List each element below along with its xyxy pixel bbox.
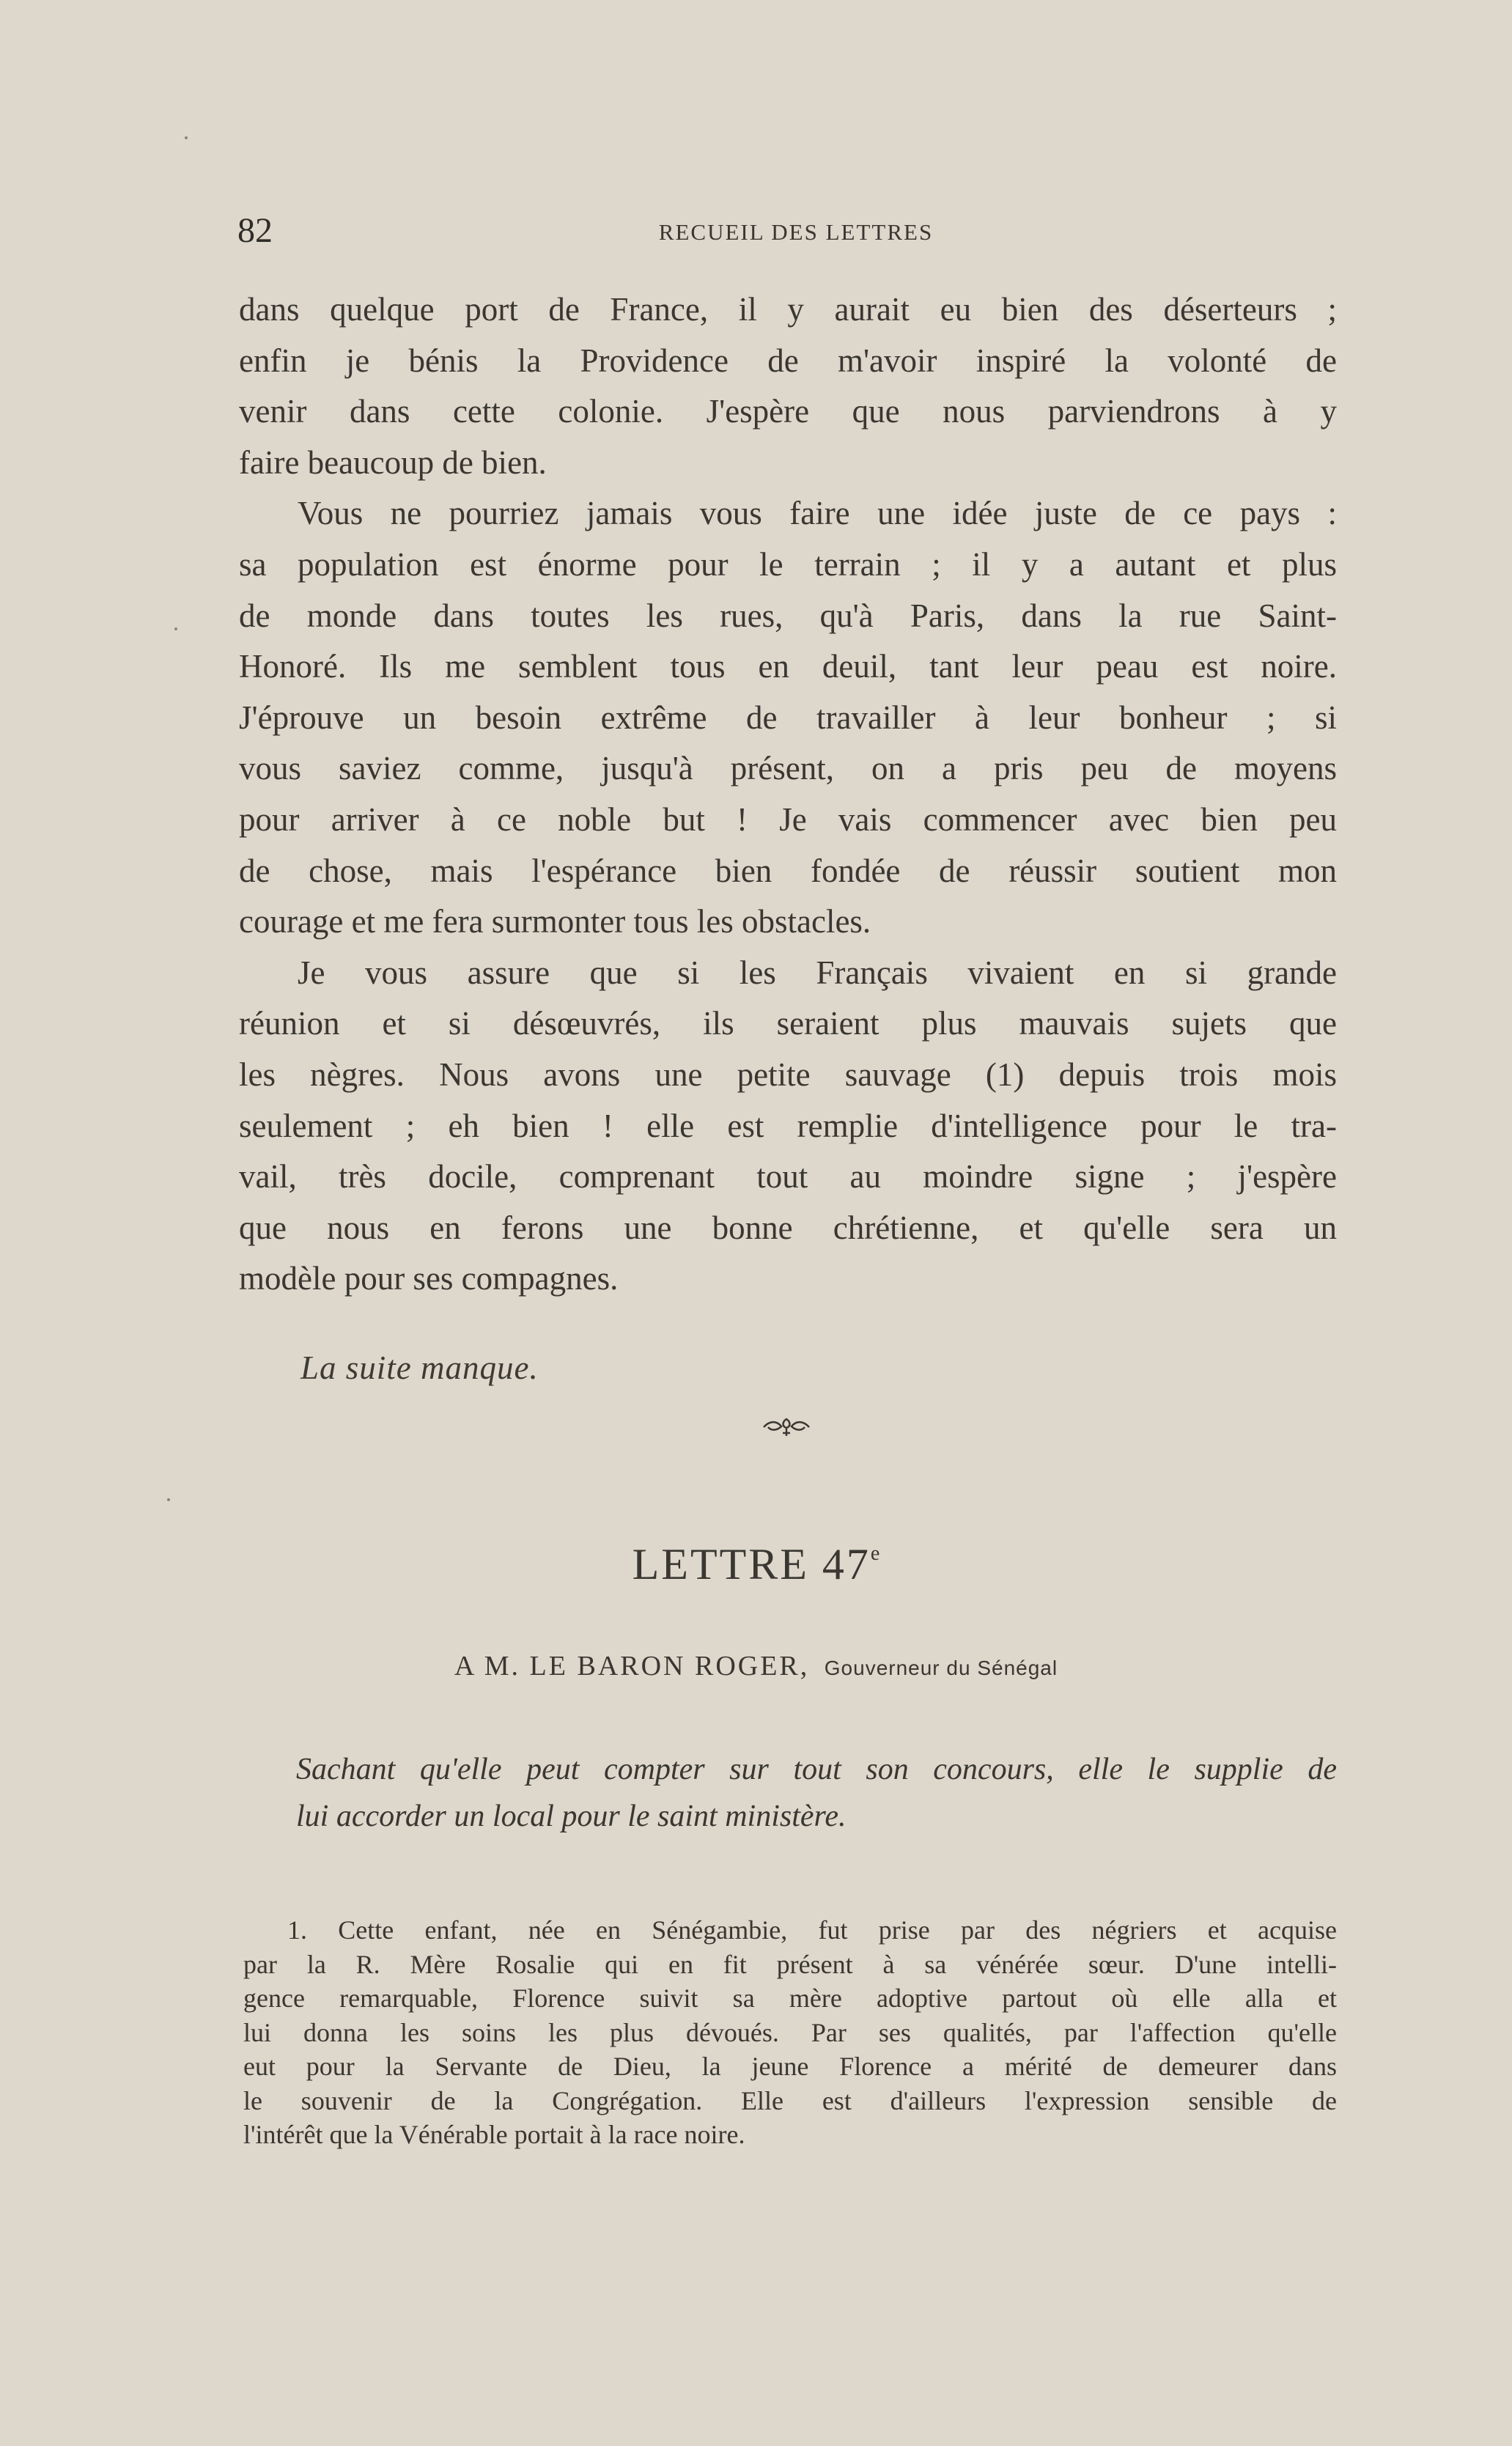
text-line: de chose, mais l'espérance bien fondée de réussir soutient mon xyxy=(239,852,1337,889)
footnote-line: eut pour la Servante de Dieu, la jeune Florence a mérité de demeurer dans xyxy=(243,2052,1337,2081)
text-line: vail, très docile, comprenant tout au moindre signe ; j'espère xyxy=(239,1158,1337,1196)
footnote-line: le souvenir de la Congrégation. Elle est d'ailleurs l'expression sensible de xyxy=(243,2085,1337,2115)
text-line: Honoré. Ils me semblent tous en deuil, tant leur peau est noire. xyxy=(239,648,1337,685)
paper-speck xyxy=(167,1498,170,1501)
text-line: que nous en ferons une bonne chrétienne, et qu'elle sera un xyxy=(239,1209,1337,1246)
text-line: J'éprouve un besoin extrême de travailler à leur bonheur ; si xyxy=(239,699,1337,736)
letter-title-ordinal: e xyxy=(870,1542,880,1565)
footnote-line: lui donna les soins les plus dévoués. Par ses qualités, par l'affection qu'elle xyxy=(243,2017,1337,2047)
page-header xyxy=(237,209,1332,253)
text-line: les nègres. Nous avons une petite sauvage (1) depuis trois mois xyxy=(239,1056,1337,1093)
paragraph-2 xyxy=(239,488,1337,947)
footnote-line: par la R. Mère Rosalie qui en fit présent à sa vénérée sœur. D'une intelli- xyxy=(243,1949,1337,1979)
text-line: réunion et si désœuvrés, ils seraient plus mauvais sujets que xyxy=(239,1005,1337,1042)
text-line: modèle pour ses compagnes. xyxy=(239,1260,619,1297)
fleuron-ornament-icon xyxy=(761,1416,812,1438)
text-line: Vous ne pourriez jamais vous faire une idée juste de ce pays : xyxy=(298,495,1337,532)
addressee-name: A M. LE BARON ROGER, xyxy=(454,1651,810,1681)
footnote-line: l'intérêt que la Vénérable portait à la race noire. xyxy=(243,2120,745,2149)
paper-speck xyxy=(174,627,177,630)
text-line: courage et me fera surmonter tous les obstacles. xyxy=(239,903,871,940)
addressee-role: Gouverneur du Sénégal xyxy=(824,1657,1058,1679)
letter-title xyxy=(0,1525,1512,1594)
text-line: pour arriver à ce noble but ! Je vais commencer avec bien peu xyxy=(239,800,1337,838)
text-line: sa population est énorme pour le terrain ; il y a autant et plus xyxy=(239,545,1337,583)
text-line: Je vous assure que si les Français vivaient en si grande xyxy=(298,954,1337,991)
summary-line: Sachant qu'elle peut compter sur tout son concours, elle le supplie de xyxy=(296,1753,1337,1786)
text-line: seulement ; eh bien ! elle est remplie d'intelligence pour le tra- xyxy=(239,1107,1337,1144)
text-line: enfin je bénis la Providence de m'avoir inspiré la volonté de xyxy=(239,342,1337,379)
paragraph-1 xyxy=(239,284,1337,488)
footnote-line: 1. Cette enfant, née en Sénégambie, fut prise par des négriers et acquise xyxy=(287,1915,1337,1945)
text-line: de monde dans toutes les rues, qu'à Paris, dans la rue Saint- xyxy=(239,597,1337,634)
letter-summary xyxy=(296,1746,1337,1840)
footnote-line: gence remarquable, Florence suivit sa mère adoptive partout où elle alla et xyxy=(243,1983,1337,2013)
body-text xyxy=(239,284,1337,1305)
running-title: RECUEIL DES LETTRES xyxy=(658,219,934,245)
suite-manque-note: La suite manque. xyxy=(300,1349,539,1386)
text-line: venir dans cette colonie. J'espère que nous parviendrons à y xyxy=(239,393,1337,430)
paper-speck xyxy=(185,136,188,139)
letter-title-text: LETTRE 47 xyxy=(632,1540,871,1588)
text-line: dans quelque port de France, il y aurait eu bien des déserteurs ; xyxy=(239,291,1337,328)
letter-addressee xyxy=(0,1648,1512,1687)
footnote xyxy=(243,1913,1337,2152)
page-number: 82 xyxy=(237,211,273,250)
text-line: faire beaucoup de bien. xyxy=(239,443,547,481)
text-line: vous saviez comme, jusqu'à présent, on a pris peu de moyens xyxy=(239,750,1337,787)
summary-line: lui accorder un local pour le saint ministère. xyxy=(296,1799,847,1833)
paragraph-3 xyxy=(239,948,1337,1305)
